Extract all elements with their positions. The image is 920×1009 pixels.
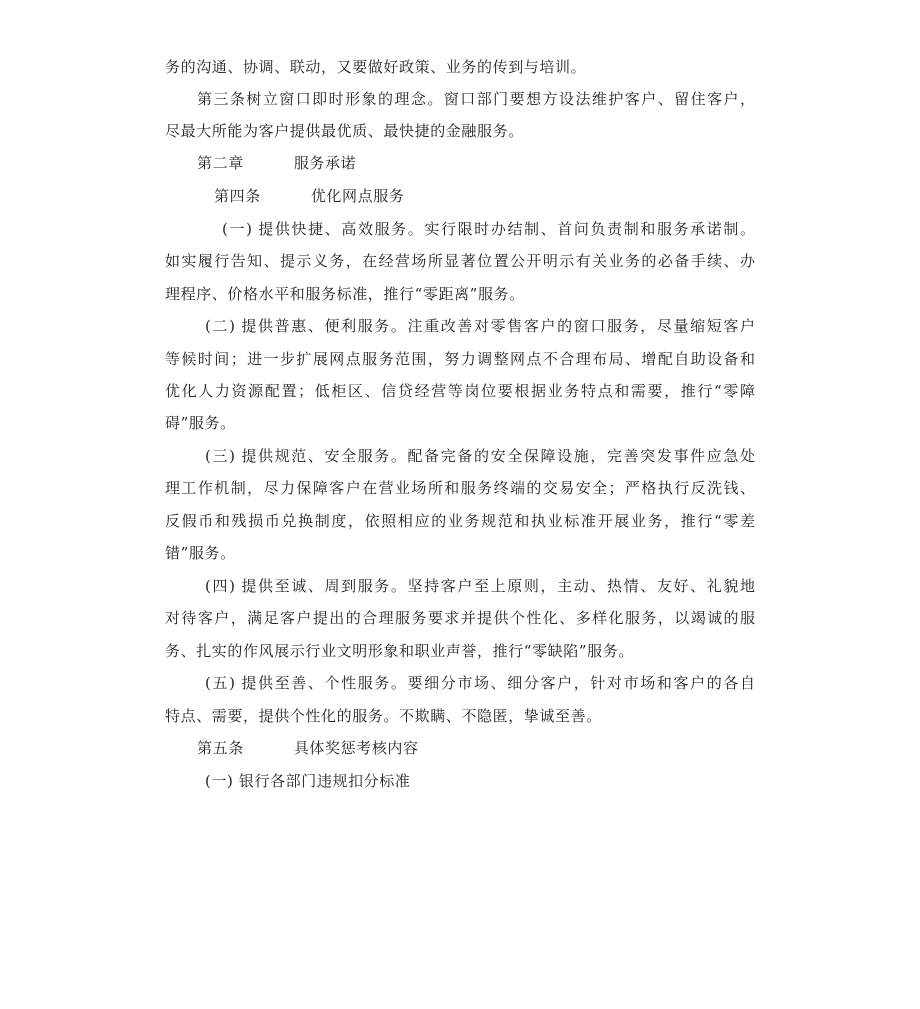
item-2-line-2: 等候时间；进一步扩展网点服务范围，努力调整网点不合理布局、增配自助设备和 <box>165 350 755 368</box>
penalty-standard-item: (一) 银行各部门违规扣分标准 <box>205 772 411 790</box>
chapter-title: 服务承诺 <box>293 154 357 172</box>
item-1-line-2: 如实履行告知、提示义务，在经营场所显著位置公开明示有关业务的必备手续、办 <box>165 252 755 270</box>
item-5-line-1: (五) 提供至善、个性服务。要细分市场、细分客户，针对市场和客户的各自 <box>205 674 755 692</box>
item-5-line-2: 特点、需要，提供个性化的服务。不欺瞒、不隐匿，挚诚至善。 <box>165 707 602 725</box>
article-4-title: 优化网点服务 <box>310 187 405 205</box>
item-2-line-1: (二) 提供普惠、便利服务。注重改善对零售客户的窗口服务，尽量缩短客户 <box>205 317 755 335</box>
item-4-line-1: (四) 提供至诚、周到服务。坚持客户至上原则，主动、热情、友好、礼貌地 <box>205 577 755 595</box>
item-3-line-2: 理工作机制，尽力保障客户在营业场所和服务终端的交易安全；严格执行反洗钱、 <box>165 479 755 497</box>
body-line-1: 务的沟通、协调、联动，又要做好政策、业务的传到与培训。 <box>165 58 587 76</box>
item-3-line-4: 错”服务。 <box>165 544 236 562</box>
article-5-heading <box>197 738 419 758</box>
article-4-number: 第四条 <box>214 187 261 205</box>
item-2-line-4: 碍”服务。 <box>165 414 236 432</box>
item-4-line-2: 对待客户，满足客户提出的合理服务要求并提供个性化、多样化服务，以竭诚的服 <box>165 609 755 627</box>
chapter-number: 第二章 <box>197 154 244 172</box>
item-3-line-1: (三) 提供规范、安全服务。配备完备的安全保障设施，完善突发事件应急处 <box>205 447 755 465</box>
body-line-3: 尽最大所能为客户提供最优质、最快捷的金融服务。 <box>165 122 524 140</box>
article-5-number: 第五条 <box>197 739 244 757</box>
item-1-line-3: 理程序、价格水平和服务标准，推行“零距离”服务。 <box>165 285 525 303</box>
chapter-heading <box>197 153 356 173</box>
item-4-line-3: 务、扎实的作风展示行业文明形象和职业声誉，推行“零缺陷”服务。 <box>165 642 634 660</box>
item-3-line-3: 反假币和残损币兑换制度，依照相应的业务规范和执业标准开展业务，推行“零差 <box>165 512 755 530</box>
body-line-2: 第三条树立窗口即时形象的理念。窗口部门要想方设法维护客户、留住客户， <box>197 90 755 108</box>
item-1-line-1: (一) 提供快捷、高效服务。实行限时办结制、首问负责制和服务承诺制。 <box>222 220 755 238</box>
item-2-line-3: 优化人力资源配置；低柜区、信贷经营等岗位要根据业务特点和需要，推行“零障 <box>165 382 755 400</box>
article-4-heading <box>214 186 404 206</box>
article-5-title: 具体奖惩考核内容 <box>293 739 419 757</box>
